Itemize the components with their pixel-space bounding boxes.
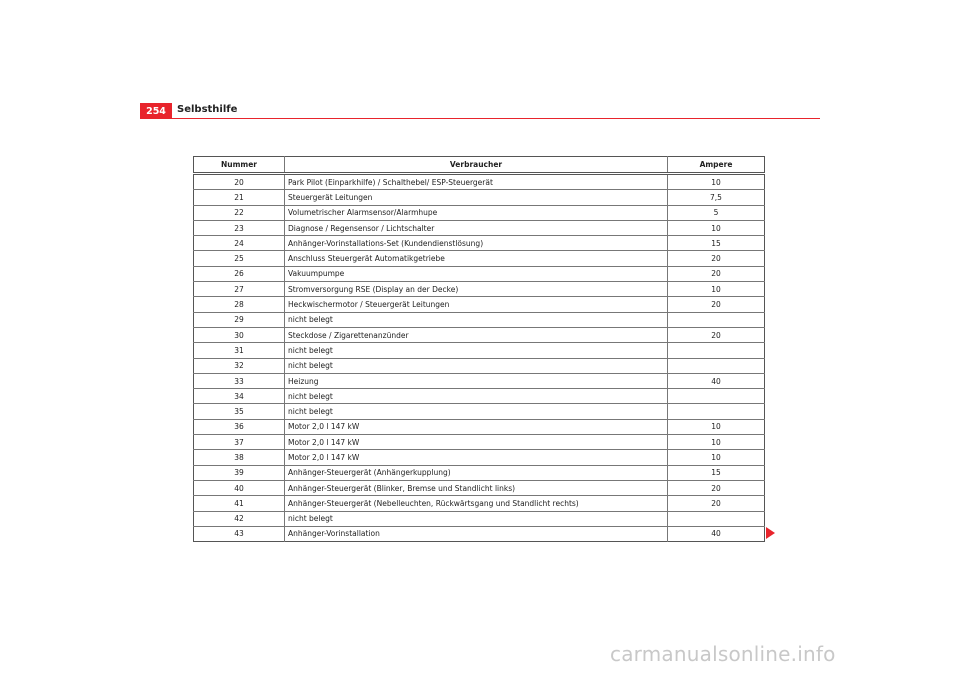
cell-ampere: 10 — [668, 450, 765, 465]
cell-ampere: 15 — [668, 465, 765, 480]
cell-nummer: 21 — [194, 190, 285, 205]
cell-nummer: 24 — [194, 236, 285, 251]
cell-nummer: 22 — [194, 205, 285, 220]
column-header-verbraucher: Verbraucher — [285, 157, 668, 174]
table-row — [194, 389, 765, 404]
table-row — [194, 358, 765, 373]
cell-nummer: 37 — [194, 435, 285, 450]
cell-nummer: 32 — [194, 358, 285, 373]
table-row — [194, 220, 765, 235]
cell-ampere: 40 — [668, 526, 765, 541]
cell-verbraucher: nicht belegt — [285, 358, 668, 373]
cell-verbraucher: Steuergerät Leitungen — [285, 190, 668, 205]
cell-verbraucher: Anhänger-Vorinstallations-Set (Kundendienstlösung) — [285, 236, 668, 251]
cell-nummer: 34 — [194, 389, 285, 404]
table-row — [194, 343, 765, 358]
cell-ampere — [668, 343, 765, 358]
cell-ampere — [668, 404, 765, 419]
cell-verbraucher: Motor 2,0 l 147 kW — [285, 419, 668, 434]
cell-ampere: 15 — [668, 236, 765, 251]
cell-verbraucher: Steckdose / Zigarettenanzünder — [285, 327, 668, 342]
table-row — [194, 511, 765, 526]
cell-verbraucher: Heizung — [285, 373, 668, 388]
cell-verbraucher: Vakuumpumpe — [285, 266, 668, 281]
table-row — [194, 327, 765, 342]
table-row — [194, 419, 765, 434]
table-row — [194, 236, 765, 251]
table-row — [194, 266, 765, 281]
section-title: Selbsthilfe — [177, 104, 238, 115]
cell-verbraucher: Anhänger-Vorinstallation — [285, 526, 668, 541]
cell-nummer: 42 — [194, 511, 285, 526]
cell-nummer: 23 — [194, 220, 285, 235]
cell-verbraucher: nicht belegt — [285, 389, 668, 404]
cell-nummer: 33 — [194, 373, 285, 388]
table-row — [194, 496, 765, 511]
cell-nummer: 36 — [194, 419, 285, 434]
cell-nummer: 39 — [194, 465, 285, 480]
cell-ampere — [668, 358, 765, 373]
cell-verbraucher: Anhänger-Steuergerät (Blinker, Bremse und Standlicht links) — [285, 480, 668, 495]
table-row — [194, 435, 765, 450]
table-row — [194, 251, 765, 266]
cell-nummer: 29 — [194, 312, 285, 327]
table-row — [194, 297, 765, 312]
cell-ampere: 5 — [668, 205, 765, 220]
table-row — [194, 282, 765, 297]
cell-nummer: 40 — [194, 480, 285, 495]
watermark: carmanualsonline.info — [610, 642, 836, 666]
cell-ampere: 20 — [668, 480, 765, 495]
cell-ampere: 20 — [668, 327, 765, 342]
cell-nummer: 31 — [194, 343, 285, 358]
cell-ampere: 7,5 — [668, 190, 765, 205]
cell-ampere: 20 — [668, 266, 765, 281]
column-header-nummer: Nummer — [194, 157, 285, 174]
cell-verbraucher: nicht belegt — [285, 312, 668, 327]
cell-verbraucher: Anhänger-Steuergerät (Anhängerkupplung) — [285, 465, 668, 480]
cell-verbraucher: Anschluss Steuergerät Automatikgetriebe — [285, 251, 668, 266]
cell-ampere: 40 — [668, 373, 765, 388]
table-row — [194, 312, 765, 327]
table-row — [194, 480, 765, 495]
cell-ampere: 10 — [711, 177, 721, 187]
cell-verbraucher: Motor 2,0 l 147 kW — [285, 450, 668, 465]
cell-verbraucher: Stromversorgung RSE (Display an der Decke) — [285, 282, 668, 297]
cell-nummer: 30 — [194, 327, 285, 342]
cell-verbraucher: Heckwischermotor / Steuergerät Leitungen — [285, 297, 668, 312]
cell-ampere — [668, 312, 765, 327]
fuse-table — [193, 156, 765, 542]
cell-verbraucher: Motor 2,0 l 147 kW — [285, 435, 668, 450]
header-divider — [140, 118, 820, 119]
table-row — [194, 526, 765, 541]
cell-nummer: 28 — [194, 297, 285, 312]
cell-ampere — [668, 511, 765, 526]
table-row — [194, 450, 765, 465]
column-header-ampere: Ampere — [668, 157, 765, 174]
cell-verbraucher: nicht belegt — [285, 343, 668, 358]
triangle-right-icon[interactable] — [766, 527, 775, 539]
table-header — [194, 157, 765, 174]
cell-ampere: 20 — [668, 496, 765, 511]
table-row — [194, 205, 765, 220]
cell-nummer: 20 — [194, 174, 285, 190]
cell-nummer: 41 — [194, 496, 285, 511]
table-body — [194, 174, 765, 542]
cell-ampere: 20 — [668, 297, 765, 312]
cell-nummer: 43 — [194, 526, 285, 541]
cell-ampere: 10 — [668, 220, 765, 235]
table-row — [194, 190, 765, 205]
cell-ampere: 10 — [668, 435, 765, 450]
table-header-row — [194, 157, 765, 174]
cell-nummer: 35 — [194, 404, 285, 419]
cell-ampere — [668, 389, 765, 404]
cell-nummer: 27 — [194, 282, 285, 297]
cell-verbraucher: Diagnose / Regensensor / Lichtschalter — [285, 220, 668, 235]
cell-verbraucher: nicht belegt — [285, 511, 668, 526]
cell-verbraucher: nicht belegt — [285, 404, 668, 419]
table-row — [194, 373, 765, 388]
cell-verbraucher: Anhänger-Steuergerät (Nebelleuchten, Rückwärtsgang und Standlicht rechts) — [285, 496, 668, 511]
cell-nummer: 38 — [194, 450, 285, 465]
cell-verbraucher: Park Pilot (Einparkhilfe) / Schalthebel/ ESP-Steuergerät — [285, 174, 668, 190]
cell-ampere: 20 — [668, 251, 765, 266]
cell-ampere: 10 — [668, 419, 765, 434]
cell-nummer: 25 — [194, 251, 285, 266]
cell-nummer: 26 — [194, 266, 285, 281]
cell-ampere: 10 — [668, 282, 765, 297]
page-number: 254 — [140, 103, 172, 119]
table-row — [194, 404, 765, 419]
table-row — [194, 174, 765, 190]
table-row — [194, 465, 765, 480]
cell-verbraucher: Volumetrischer Alarmsensor/Alarmhupe — [285, 205, 668, 220]
